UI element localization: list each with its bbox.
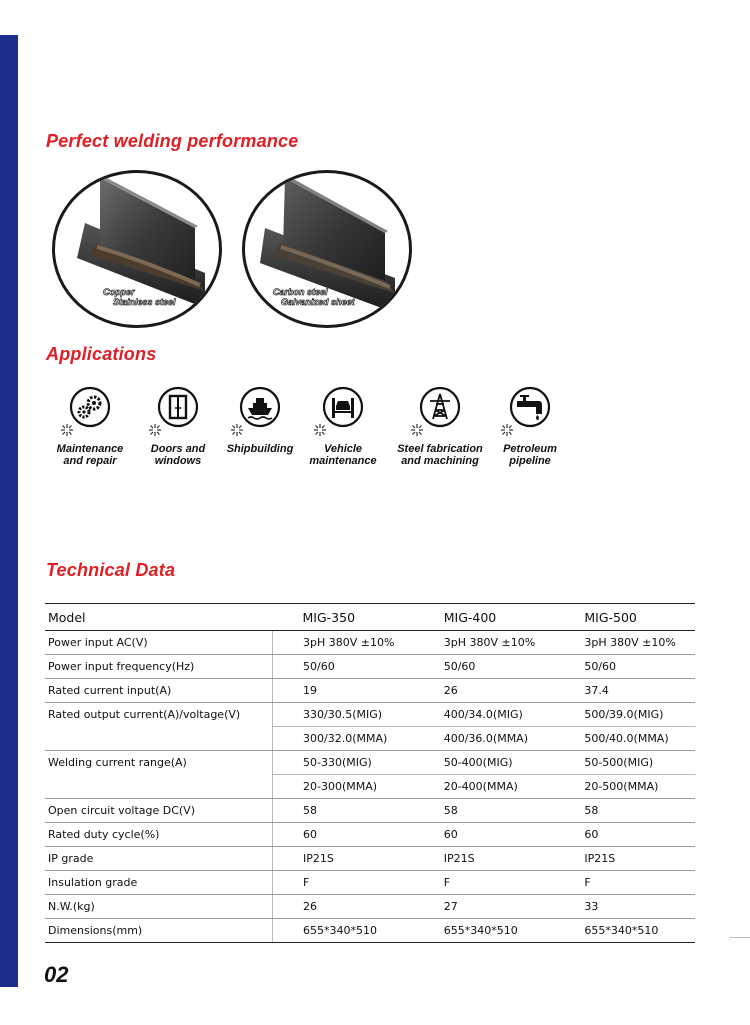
table-cell: F xyxy=(414,871,555,895)
table-cell: 400/36.0(MMA) xyxy=(414,727,555,751)
application-petroleum xyxy=(490,386,570,476)
spark-icon xyxy=(148,423,162,437)
table-cell: Rated duty cycle(%) xyxy=(45,823,273,847)
page-number: 02 xyxy=(44,962,69,987)
table-cell: F xyxy=(554,871,695,895)
table-cell xyxy=(45,727,273,751)
section-title-performance: Perfect welding performance xyxy=(46,131,299,151)
table-cell: 20-400(MMA) xyxy=(414,775,555,799)
application-steel-fabrication xyxy=(396,386,484,476)
table-row xyxy=(45,751,695,775)
table-cell: 60 xyxy=(273,823,414,847)
material-label: Stainless steel xyxy=(113,297,176,307)
technical-data-table xyxy=(45,603,695,943)
table-row xyxy=(45,703,695,727)
table-cell: 20-500(MMA) xyxy=(554,775,695,799)
table-header-cell: MIG-400 xyxy=(414,604,555,631)
table-cell: 58 xyxy=(273,799,414,823)
table-cell: 50-400(MIG) xyxy=(414,751,555,775)
pipeline-icon xyxy=(509,386,551,428)
table-cell: 58 xyxy=(414,799,555,823)
application-label: Steel fabrication and machining xyxy=(397,443,483,467)
table-cell: 27 xyxy=(414,895,555,919)
table-cell: IP21S xyxy=(273,847,414,871)
table-row xyxy=(45,655,695,679)
spark-icon xyxy=(60,423,74,437)
application-label: Petroleum pipeline xyxy=(503,443,557,467)
spark-icon xyxy=(500,423,514,437)
brand-side-bar xyxy=(0,35,18,987)
table-cell: 60 xyxy=(414,823,555,847)
section-title-applications: Applications xyxy=(46,344,157,364)
door-icon xyxy=(157,386,199,428)
table-row xyxy=(45,847,695,871)
ship-icon xyxy=(239,386,281,428)
table-header-cell: Model xyxy=(45,604,273,631)
table-cell: 400/34.0(MIG) xyxy=(414,703,555,727)
table-cell: 50-500(MIG) xyxy=(554,751,695,775)
table-cell: 50/60 xyxy=(273,655,414,679)
table-cell: 655*340*510 xyxy=(554,919,695,943)
table-cell: F xyxy=(273,871,414,895)
table-cell: Rated current input(A) xyxy=(45,679,273,703)
table-header-row xyxy=(45,604,695,631)
table-cell: Power input frequency(Hz) xyxy=(45,655,273,679)
table-cell: IP grade xyxy=(45,847,273,871)
application-maintenance xyxy=(50,386,130,476)
table-cell: 58 xyxy=(554,799,695,823)
table-cell: Open circuit voltage DC(V) xyxy=(45,799,273,823)
table-cell: Power input AC(V) xyxy=(45,631,273,655)
table-cell: 50/60 xyxy=(554,655,695,679)
material-label: Copper xyxy=(103,287,135,297)
table-header-cell: MIG-350 xyxy=(273,604,414,631)
spark-icon xyxy=(313,423,327,437)
table-cell: Insulation grade xyxy=(45,871,273,895)
application-vehicle xyxy=(303,386,383,476)
application-label: Vehicle maintenance xyxy=(309,443,377,467)
table-row xyxy=(45,799,695,823)
table-cell: 37.4 xyxy=(554,679,695,703)
section-title-technical: Technical Data xyxy=(46,560,176,580)
table-row xyxy=(45,919,695,943)
table-row xyxy=(45,823,695,847)
table-cell: 60 xyxy=(554,823,695,847)
table-cell: Welding current range(A) xyxy=(45,751,273,775)
car-lift-icon xyxy=(322,386,364,428)
table-cell: 26 xyxy=(414,679,555,703)
table-cell: 500/39.0(MIG) xyxy=(554,703,695,727)
table-cell: 19 xyxy=(273,679,414,703)
table-cell: 500/40.0(MMA) xyxy=(554,727,695,751)
table-cell: 300/32.0(MMA) xyxy=(273,727,414,751)
gears-icon xyxy=(69,386,111,428)
table-row xyxy=(45,871,695,895)
application-label: Maintenance and repair xyxy=(56,443,124,467)
steel-tower-icon xyxy=(419,386,461,428)
table-cell: 3pH 380V ±10% xyxy=(554,631,695,655)
table-row xyxy=(45,895,695,919)
table-cell: 50-330(MIG) xyxy=(273,751,414,775)
material-label: Carbon steel xyxy=(273,287,328,297)
table-cell: IP21S xyxy=(414,847,555,871)
table-cell: Dimensions(mm) xyxy=(45,919,273,943)
spark-icon xyxy=(230,423,244,437)
table-cell: 330/30.5(MIG) xyxy=(273,703,414,727)
table-row xyxy=(45,727,695,751)
table-cell: 655*340*510 xyxy=(273,919,414,943)
application-label: Shipbuilding xyxy=(226,443,294,455)
application-shipbuilding xyxy=(220,386,300,476)
table-cell: Rated output current(A)/voltage(V) xyxy=(45,703,273,727)
table-cell: 655*340*510 xyxy=(414,919,555,943)
spark-icon xyxy=(410,423,424,437)
table-cell: 20-300(MMA) xyxy=(273,775,414,799)
divider xyxy=(730,937,750,938)
weld-sample-copper xyxy=(52,170,222,328)
table-cell: 26 xyxy=(273,895,414,919)
table-cell: 33 xyxy=(554,895,695,919)
weld-sample-carbon xyxy=(242,170,412,328)
application-label: Doors and windows xyxy=(150,443,206,467)
table-cell: 3pH 380V ±10% xyxy=(273,631,414,655)
table-cell xyxy=(45,775,273,799)
table-row xyxy=(45,631,695,655)
table-row xyxy=(45,679,695,703)
table-cell: 3pH 380V ±10% xyxy=(414,631,555,655)
material-label: Galvanized sheet xyxy=(281,297,355,307)
application-doors xyxy=(138,386,218,476)
table-cell: 50/60 xyxy=(414,655,555,679)
table-cell: N.W.(kg) xyxy=(45,895,273,919)
table-cell: IP21S xyxy=(554,847,695,871)
table-header-cell: MIG-500 xyxy=(554,604,695,631)
table-row xyxy=(45,775,695,799)
